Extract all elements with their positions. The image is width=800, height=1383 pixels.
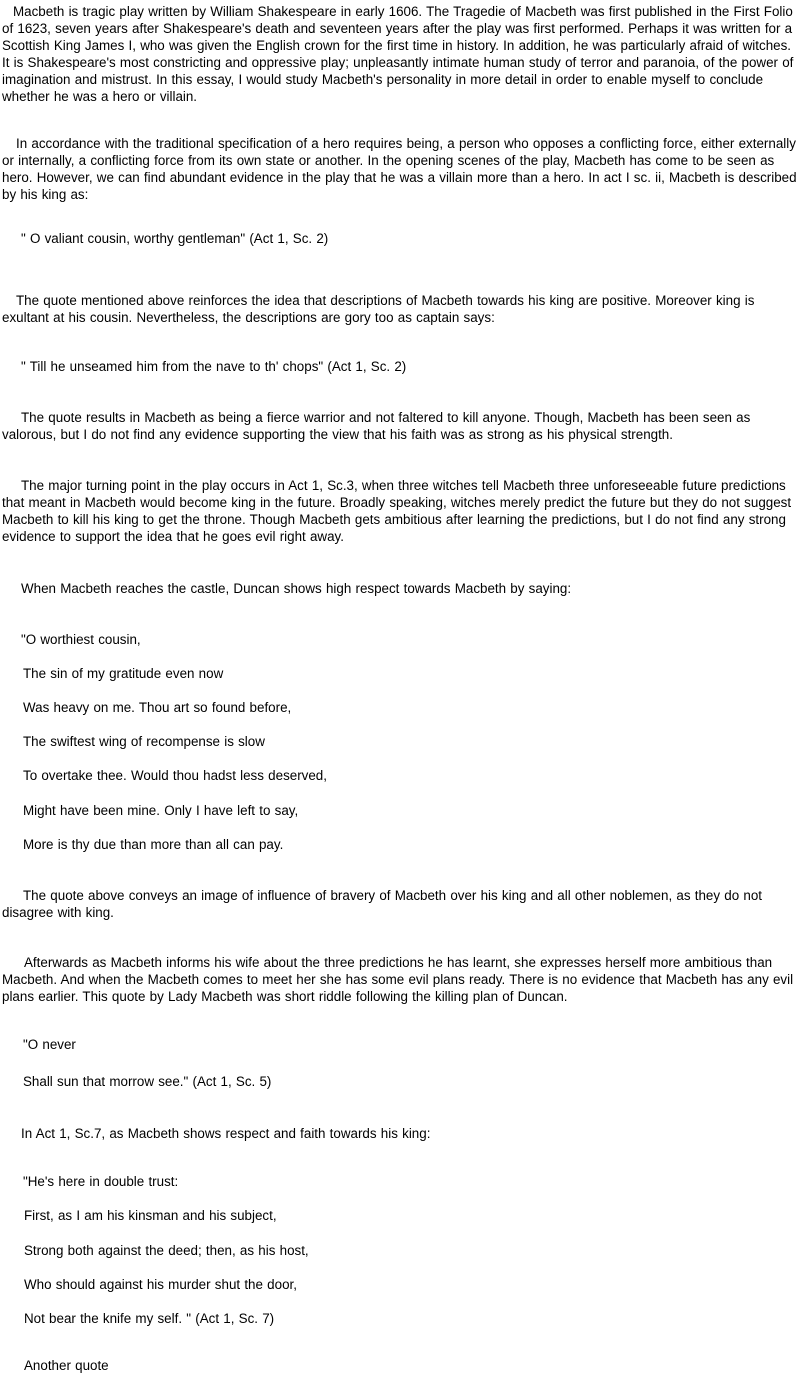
- paragraph: Macbeth is tragic play written by William Shakespeare in early 1606. The Tragedie of Macbeth was first published in the First Folio of 1623, seven years after Shakespeare's death and seventeen years after the play was first performed. Perhaps it was written for a Scottish King James I, who was given the English crown for the first time in history. In addition, he was particularly afraid of witches. It is Shakespeare's most constricting and oppressive play; unpleasantly intimate human study of terror and paranoia, of the power of imagination and mistrust. In this essay, I would study Macbeth's personality in more detail in order to enable myself to conclude whether he was a hero or villain.: [2, 4, 794, 104]
- paragraph: In Act 1, Sc.7, as Macbeth shows respect and faith towards his king:: [21, 1126, 431, 1141]
- verse-line: The sin of my gratitude even now: [23, 666, 224, 681]
- verse-line: The swiftest wing of recompense is slow: [23, 734, 265, 749]
- verse-line: First, as I am his kinsman and his subject,: [24, 1208, 277, 1223]
- verse-line: More is thy due than more than all can pay.: [23, 837, 284, 852]
- quote-line: " Till he unseamed him from the nave to th' chops" (Act 1, Sc. 2): [21, 359, 407, 374]
- verse-line: To overtake thee. Would thou hadst less deserved,: [23, 768, 327, 783]
- quote-line: " O valiant cousin, worthy gentleman" (Act 1, Sc. 2): [21, 231, 329, 246]
- paragraph: In accordance with the traditional specification of a hero requires being, a person who opposes a conflicting force, either externally or internally, a conflicting force from its own state or another. In the opening scenes of the play, Macbeth has come to be seen as hero. However, we can find abundant evidence in the play that he was a villain more than a hero. In act I sc. ii, Macbeth is described by his king as:: [2, 136, 797, 202]
- verse-line: "O worthiest cousin,: [21, 632, 141, 647]
- verse-line: Was heavy on me. Thou art so found before,: [23, 700, 292, 715]
- verse-line: Who should against his murder shut the door,: [24, 1277, 297, 1292]
- verse-line: "He's here in double trust:: [23, 1174, 179, 1189]
- paragraph: The major turning point in the play occurs in Act 1, Sc.3, when three witches tell Macbeth three unforeseeable future predictions that meant in Macbeth would become king in the future. Broadly speaking, witches merely predict the future but they do not suggest Macbeth to kill his king to get the throne. Though Macbeth gets ambitious after learning the predictions, but I do not find any strong evidence to support the idea that he goes evil right away.: [2, 478, 792, 544]
- verse-line: Shall sun that morrow see." (Act 1, Sc. 5): [23, 1074, 272, 1089]
- paragraph: The quote results in Macbeth as being a fierce warrior and not faltered to kill anyone. Though, Macbeth has been seen as valorous, but I do not find any evidence supporting the view that his faith was as strong as his physical strength.: [2, 410, 751, 442]
- verse-line: "O never: [23, 1037, 76, 1052]
- verse-line: Might have been mine. Only I have left to say,: [23, 803, 299, 818]
- verse-line: Strong both against the deed; then, as his host,: [24, 1243, 309, 1258]
- paragraph: Another quote: [24, 1358, 109, 1373]
- paragraph: The quote mentioned above reinforces the idea that descriptions of Macbeth towards his king are positive. Moreover king is exultant at his cousin. Nevertheless, the descriptions are gory too as captain says:: [2, 293, 755, 325]
- verse-line: Not bear the knife my self. " (Act 1, Sc. 7): [24, 1311, 275, 1326]
- paragraph: The quote above conveys an image of influence of bravery of Macbeth over his king and all other noblemen, as they do not disagree with king.: [2, 888, 763, 920]
- paragraph: Afterwards as Macbeth informs his wife about the three predictions he has learnt, she expresses herself more ambitious than Macbeth. And when the Macbeth comes to meet her she has some evil plans ready. There is no evidence that Macbeth has any evil plans earlier. This quote by Lady Macbeth was short riddle following the killing plan of Duncan.: [2, 955, 794, 1004]
- paragraph: When Macbeth reaches the castle, Duncan shows high respect towards Macbeth by saying:: [21, 581, 572, 596]
